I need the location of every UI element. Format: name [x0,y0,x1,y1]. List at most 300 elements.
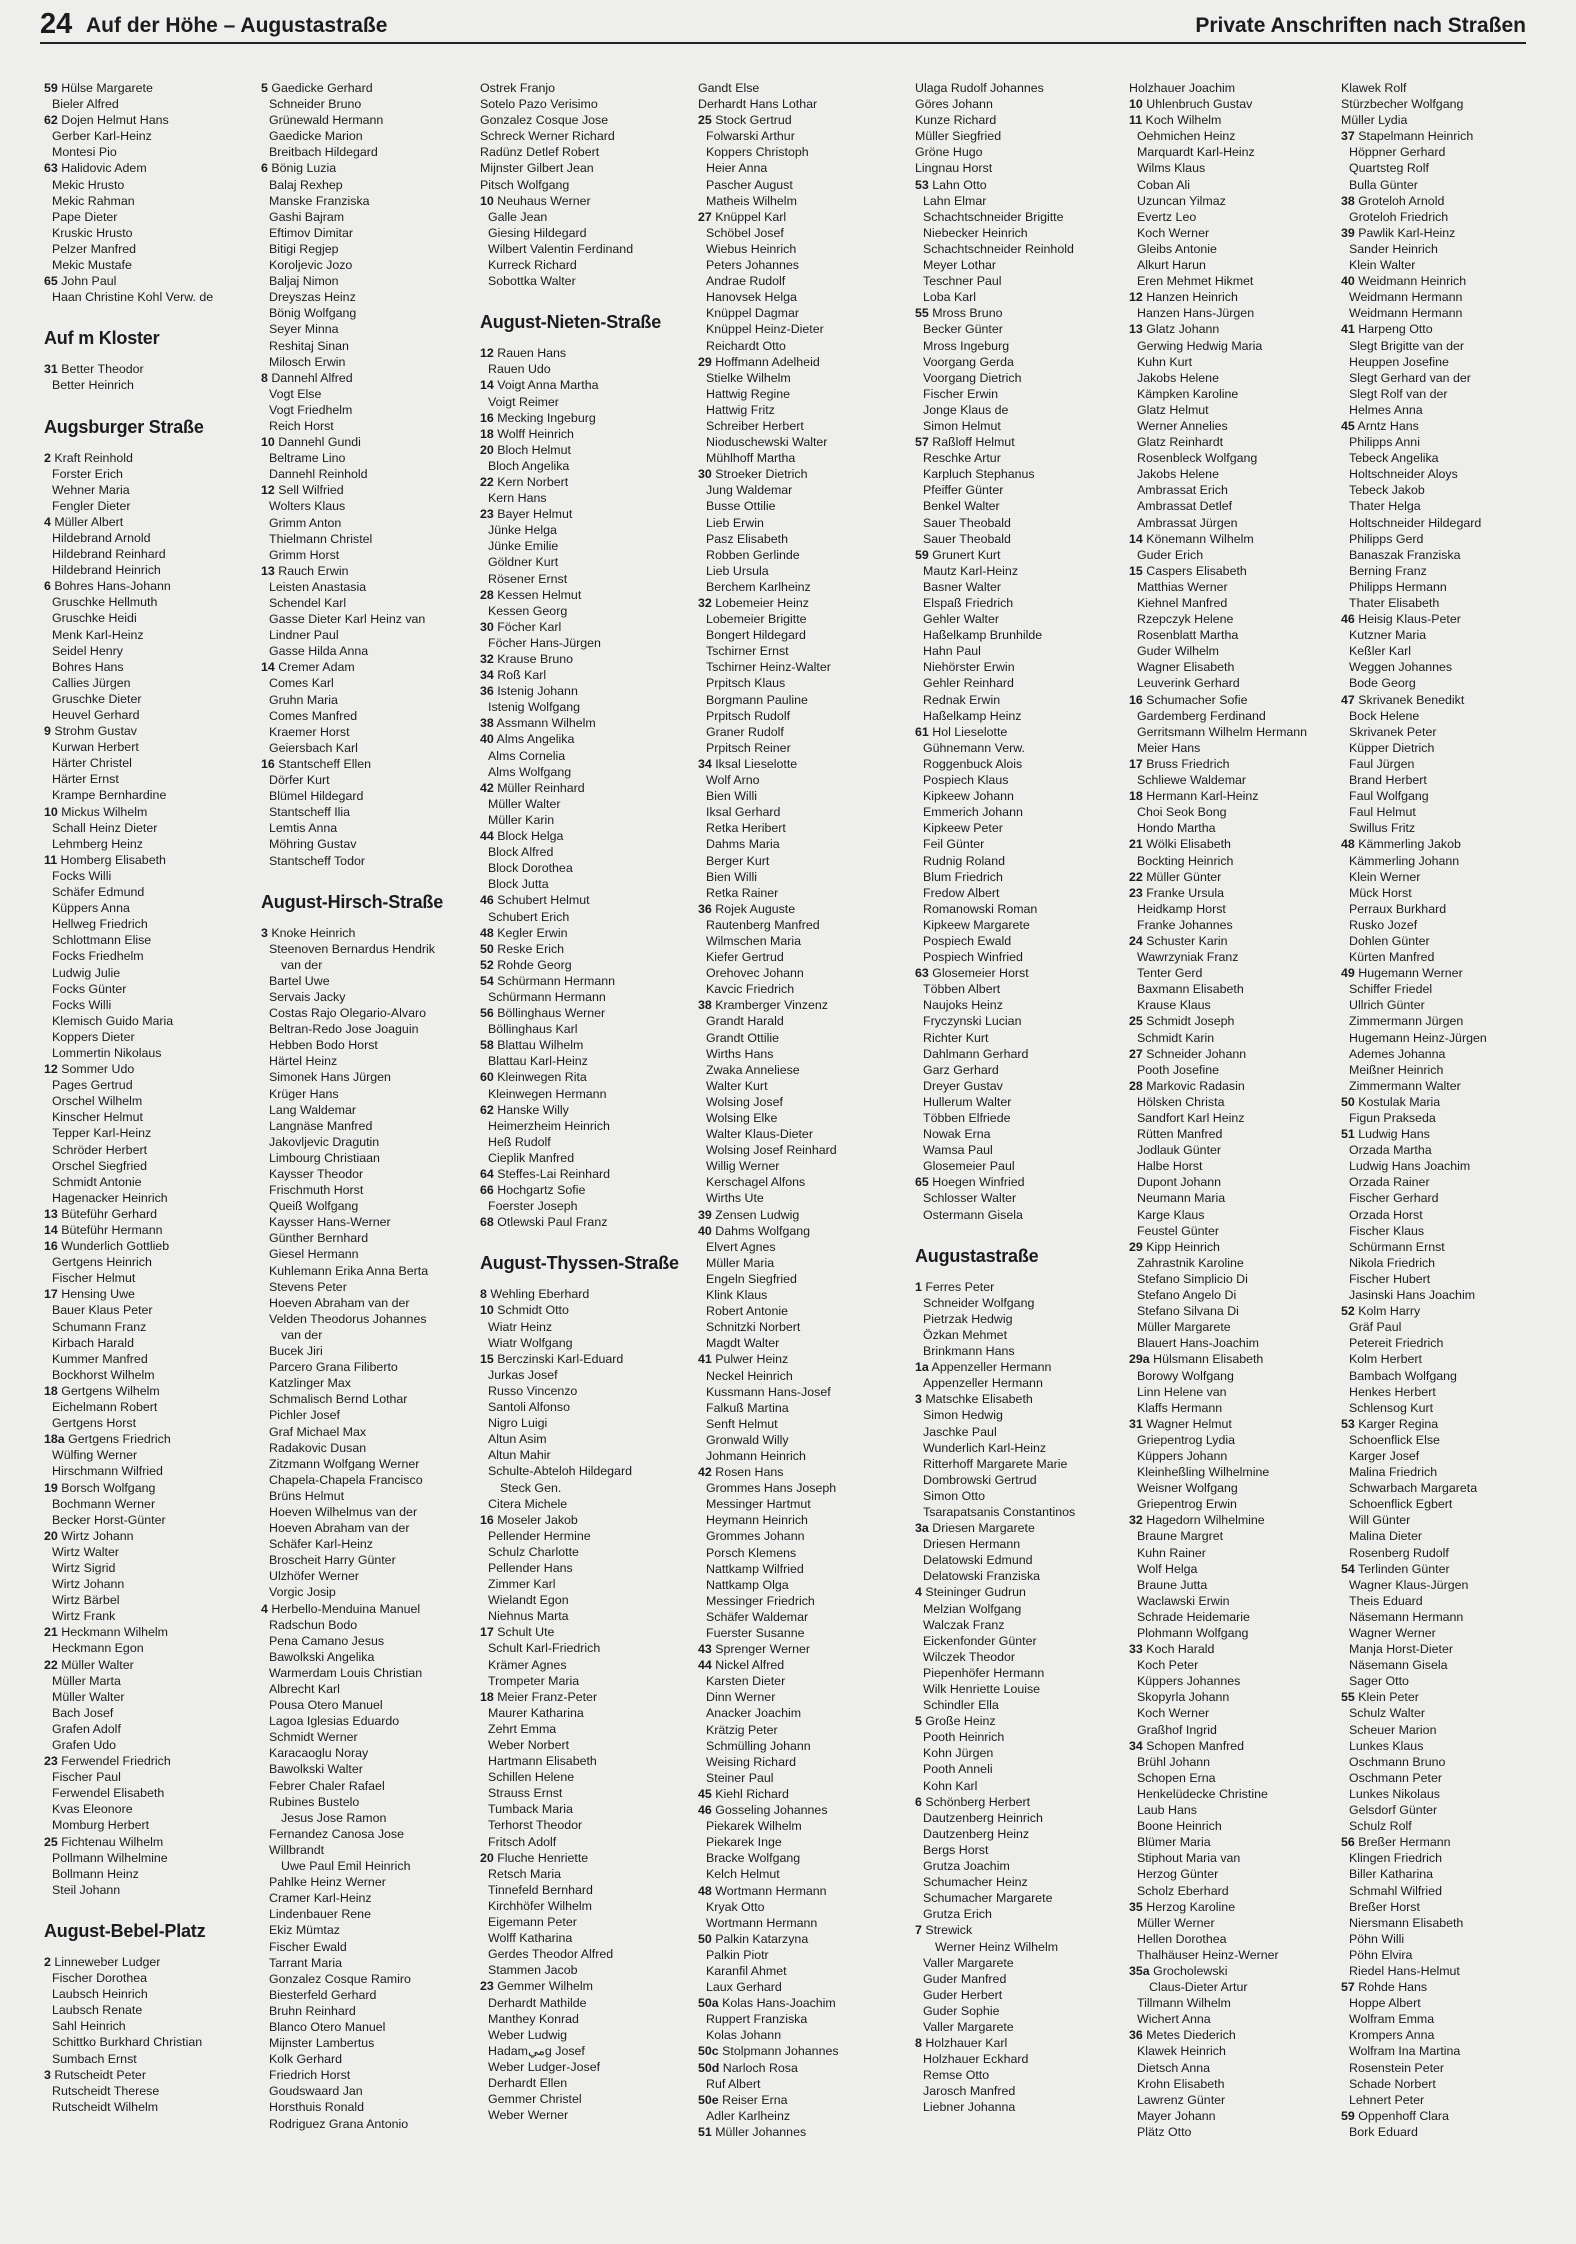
resident-name: Thalhäuser Heinz-Werner [1137,1947,1279,1962]
house-number: 13 [1129,322,1143,337]
resident-name: Iksal Gerhard [706,805,781,820]
resident-name: Beltran-Redo Jose Joaguin [269,1022,419,1037]
resident-name: Tebeck Jakob [1349,483,1425,498]
resident-name: Kern Hans [488,491,547,506]
resident-name: Hebben Bodo Horst [269,1038,378,1053]
resident-name: Rösener Ernst [488,571,568,586]
resident-name: Kuhlemann Erika Anna Berta [269,1263,429,1278]
resident-name: Bock Helene [1349,708,1420,723]
house-entry [480,1182,692,1198]
house-number: 13 [44,1206,58,1221]
house-entry [915,965,1127,981]
resident-name: Schoenflick Egbert [1349,1497,1453,1512]
resident-name: Stefano Angelo Di [1137,1288,1237,1303]
house-number: 15 [1129,563,1143,578]
resident-name: Kinscher Helmut [52,1110,143,1125]
resident-name: Schröder Herbert [52,1142,148,1157]
resident-name: Focks Günter [52,981,127,996]
resident-name: Block Helga [493,829,564,844]
house-number: 16 [480,1512,494,1527]
resident-name: Meißner Heinrich [1349,1062,1444,1077]
house-number: 1 [915,1279,922,1294]
house-number: 52 [1341,1304,1355,1319]
resident-name: Rauen Hans [493,346,567,361]
house-number: 6 [915,1794,922,1809]
resident-name: Philipps Anni [1349,435,1420,450]
resident-name: Valler Margarete [923,2019,1014,2034]
house-number: 7 [915,1923,922,1938]
house-entry [480,474,692,490]
resident-name: Hanske Willy [493,1102,569,1117]
resident-name: Näsemann Gisela [1349,1658,1448,1673]
resident-name: Momburg Herbert [52,1818,150,1833]
resident-name: Stock Gertrud [711,113,792,128]
house-number: 13 [261,563,275,578]
street-heading: August-Thyssen-Straße [480,1253,679,1274]
resident-name: Brühl Johann [1137,1754,1211,1769]
resident-name: Keßler Karl [1349,644,1411,659]
house-entry [44,112,256,128]
house-entry [44,1834,256,1850]
resident-name: Plohmann Wolfgang [1137,1626,1249,1640]
house-number: 38 [1341,193,1355,208]
resident-name: Elspaß Friedrich [923,596,1014,610]
resident-name: Mecking Ingeburg [493,410,596,425]
resident-name: Gertgens Friedrich [64,1432,171,1447]
resident-name: Gardemberg Ferdinand [1137,708,1266,723]
resident-name: Ruppert Franziska [706,2012,808,2027]
house-entry [1341,1303,1553,1319]
resident-name: Koch Harald [1142,1642,1215,1657]
resident-name: Radschun Bodo [269,1617,358,1632]
resident-name: Strewick [921,1923,973,1938]
resident-name: Krause Klaus [1137,998,1211,1013]
resident-name: Wolfram Emma [1349,2012,1435,2027]
resident-name: Borowy Wolfgang [1137,1368,1234,1383]
resident-name: Bönig Wolfgang [269,306,357,321]
resident-name: Ludwig Hans Joachim [1349,1159,1471,1174]
resident-name: Jakovljevic Dragutin [269,1134,380,1149]
resident-name: Melzian Wolfgang [923,1601,1022,1616]
resident-name: Henkes Herbert [1349,1384,1436,1399]
house-entry [1341,836,1553,852]
resident-name: Laubsch Renate [52,2003,143,2018]
house-entry [698,1351,910,1367]
resident-name: Wilmschen Maria [706,933,802,948]
house-entry [1341,225,1553,241]
resident-name: Gaedicke Gerhard [267,81,373,95]
resident-name: Mekic Hrusto [52,177,125,192]
resident-name: Wirths Ute [706,1191,764,1206]
resident-name: Pöhn Elvira [1349,1947,1413,1962]
house-number: 48 [480,925,494,940]
resident-name: Forster Erich [52,466,123,481]
house-entry [915,724,1127,740]
house-number: 21 [44,1625,58,1640]
resident-name: Heier Anna [706,161,768,176]
resident-name: Bulla Günter [1349,177,1418,192]
resident-name: Schmidt Antonie [52,1174,142,1189]
resident-name: Klawek Heinrich [1137,2044,1226,2059]
page-title: Auf der Höhe – Augustastraße [86,14,388,37]
resident-name: Assmann Wilhelm [493,716,596,731]
house-number: 34 [698,756,712,771]
house-entry [1341,128,1553,144]
resident-name: Stürzbecher Wolfgang [1341,97,1464,112]
resident-name: Schmalisch Bernd Lothar [269,1392,408,1407]
resident-name: Faul Jürgen [1349,756,1415,771]
resident-name: Baxmann Elisabeth [1137,982,1244,997]
resident-name: Schöbel Josef [706,225,784,240]
house-number: 59 [915,547,929,562]
resident-name: Gonzalez Cosque Ramiro [269,1971,411,1986]
house-entry [480,1102,692,1118]
resident-name: Gruhn Maria [269,692,338,707]
resident-name: Giesel Hermann [269,1247,359,1262]
resident-name: Brinkmann Hans [923,1344,1015,1359]
resident-name: Reichardt Otto [706,338,786,353]
resident-name: Karanfil Ahmet [706,1963,787,1978]
house-entry [44,852,256,868]
resident-name: Wichert Anna [1137,2012,1211,2027]
resident-name: Hugemann Heinz-Jürgen [1349,1030,1487,1045]
house-entry [1129,1416,1341,1432]
resident-name: Marquardt Karl-Heinz [1137,145,1255,160]
resident-name: Pousa Otero Manuel [269,1698,383,1713]
resident-name: John Paul [57,274,117,289]
resident-name: Knüppel Dagmar [706,306,799,321]
resident-name: Bongert Hildegard [706,628,806,643]
resident-name: Kürten Manfred [1349,950,1435,965]
resident-name: Schachtschneider Reinhold [923,241,1074,256]
house-entry [480,1214,692,1230]
resident-name: Pena Camano Jesus [269,1633,385,1648]
house-number: 32 [1129,1513,1143,1528]
house-entry [44,361,256,377]
resident-name: Föcher Hans-Jürgen [488,635,601,650]
resident-name: Bien Willi [706,789,757,804]
resident-name: Theis Eduard [1349,1593,1423,1608]
resident-name: Terhorst Theodor [488,1818,583,1833]
house-number: 10 [480,1303,494,1318]
resident-name: Orschel Wilhelm [52,1094,143,1109]
house-number: 53 [1341,1416,1355,1431]
resident-name: Garz Gerhard [923,1062,999,1077]
house-number: 10 [480,193,494,208]
house-number: 50d [698,2060,720,2075]
house-entry [480,1005,692,1021]
resident-name: Simon Otto [923,1488,985,1503]
resident-name: Pospiech Winfried [923,950,1023,965]
resident-name: Laux Gerhard [706,1980,782,1995]
resident-name: Koch Werner [1137,225,1210,240]
house-entry [915,1359,1127,1375]
resident-name: Rohde Georg [493,957,572,972]
resident-name: van der [281,957,323,972]
resident-name: Schürmann Ernst [1349,1239,1445,1254]
resident-name: Rednak Erwin [923,692,1001,707]
resident-name: Schmidt Werner [269,1730,358,1745]
resident-name: Schittko Burkhard Christian [52,2035,203,2050]
resident-name: Tschirner Ernst [706,644,789,659]
resident-name: Hensing Uwe [57,1287,135,1302]
resident-name: Friedrich Horst [269,2068,351,2083]
house-entry [480,715,692,731]
resident-name: Wilms Klaus [1137,161,1206,176]
resident-name: Reich Horst [269,418,334,433]
resident-name: Gruschke Heidi [52,611,137,626]
resident-name: Oschmann Bruno [1349,1754,1446,1769]
resident-name: Gertgens Horst [52,1416,137,1431]
resident-name: Hellweg Friedrich [52,917,148,932]
resident-name: Rauen Udo [488,362,551,377]
resident-name: Derhardt Mathilde [488,1995,587,2010]
resident-name: Fischer Erwin [923,386,999,401]
house-entry [44,80,256,96]
resident-name: Mross Bruno [928,306,1003,321]
house-entry [915,1713,1127,1729]
resident-name: Kirbach Harald [52,1335,134,1350]
house-entry [1341,321,1553,337]
resident-name: Wolsing Josef Reinhard [706,1143,837,1158]
resident-name: Orzada Martha [1349,1143,1432,1158]
resident-name: Schneider Johann [1142,1046,1247,1061]
resident-name: Grimm Horst [269,547,340,562]
resident-name: Wortmann Hermann [706,1915,818,1930]
resident-name: Bayer Helmut [493,507,573,522]
house-entry [1129,1963,1341,1979]
resident-name: Wölki Elisabeth [1142,837,1231,852]
resident-name: Henkelüdecke Christine [1137,1786,1268,1801]
resident-name: Hoppe Albert [1349,1996,1421,2011]
resident-name: Choi Seok Bong [1137,805,1227,820]
house-number: 59 [1341,2108,1355,2123]
resident-name: Härtel Heinz [269,1054,338,1069]
resident-name: Biller Katharina [1349,1867,1434,1882]
resident-name: Focks Friedhelm [52,949,144,964]
resident-name: Kerschagel Alfons [706,1175,806,1190]
resident-name: Bruss Friedrich [1142,756,1230,771]
resident-name: Heß Rudolf [488,1134,551,1149]
resident-name: Waclawski Erwin [1137,1593,1230,1608]
resident-name: Mekic Rahman [52,193,135,208]
resident-name: Groteloh Friedrich [1349,209,1449,224]
resident-name: Gruschke Dieter [52,691,142,706]
house-entry [44,1657,256,1673]
resident-name: Niebecker Heinrich [923,225,1028,240]
resident-name: Berger Kurt [706,853,770,868]
house-entry [1129,1078,1341,1094]
resident-name: Robben Gerlinde [706,547,800,562]
house-number: 59 [44,81,58,95]
resident-name: Frischmuth Horst [269,1183,364,1198]
resident-name: Krampe Bernhardine [52,788,167,803]
house-entry [698,2060,910,2076]
directory-column [1129,80,1341,2230]
house-number: 18 [1129,789,1143,804]
resident-name: Zwaka Anneliese [706,1062,800,1077]
resident-name: Matthias Werner [1137,579,1228,594]
resident-name: Sobottka Walter [488,274,576,289]
resident-name: Kostulak Maria [1354,1094,1441,1109]
house-number: 16 [44,1239,58,1254]
resident-name: Dreyer Gustav [923,1078,1003,1093]
house-entry [1341,1834,1553,1850]
resident-name: Schubert Erich [488,909,570,924]
resident-name: Moseler Jakob [493,1512,578,1527]
house-entry [44,1222,256,1238]
house-number: 24 [1129,933,1143,948]
resident-name: Rauch Erwin [274,563,349,578]
house-number: 29a [1129,1352,1150,1367]
resident-name: Bloch Helmut [493,442,571,457]
resident-name: Mijnster Gilbert Jean [480,161,594,176]
resident-name: Lobemeier Brigitte [706,612,807,627]
house-entry [1129,1046,1341,1062]
resident-name: Gerritsmann Wilhelm Hermann [1137,724,1308,739]
resident-name: Haßelkamp Heinz [923,708,1022,723]
house-entry [480,1286,692,1302]
resident-name: Pahlke Heinz Werner [269,1875,386,1890]
resident-name: Wagner Elisabeth [1137,660,1235,675]
resident-name: Lehnert Peter [1349,2092,1425,2107]
house-number: 48 [1341,837,1355,852]
resident-name: Eren Mehmet Hikmet [1137,274,1254,289]
resident-name: Pitsch Wolfgang [480,177,570,192]
house-entry [915,305,1127,321]
house-number: 10 [44,804,58,819]
resident-name: Tenter Gerd [1137,966,1203,981]
resident-name: Fischer Klaus [1349,1223,1425,1238]
resident-name: Braune Margret [1137,1529,1224,1544]
house-number: 63 [915,966,929,981]
resident-name: Holzhauer Karl [921,2036,1008,2051]
resident-name: Fischer Helmut [52,1271,136,1286]
resident-name: Wagner Werner [1349,1626,1436,1640]
resident-name: Harpeng Otto [1354,322,1433,337]
resident-name: Wirtz Walter [52,1544,119,1559]
resident-name: Dojen Helmut Hans [57,113,169,128]
resident-name: Narloch Rosa [719,2060,798,2075]
house-entry [1341,2108,1553,2124]
resident-name: Lahn Otto [928,177,987,192]
resident-name: Heuvel Gerhard [52,708,140,722]
resident-name: Pawlik Karl-Heinz [1354,225,1456,240]
house-entry [44,1238,256,1254]
resident-name: Kuhn Rainer [1137,1545,1206,1560]
resident-name: Walter Klaus-Dieter [706,1127,813,1142]
resident-name: Schulz Rolf [1349,1819,1412,1834]
resident-name: Gräf Paul [1349,1320,1402,1335]
house-entry [1341,1979,1553,1995]
house-entry [915,1279,1127,1295]
resident-name: Blattau Karl-Heinz [488,1054,588,1069]
resident-name: Kiehnel Manfred [1137,596,1228,610]
resident-name: Heidkamp Horst [1137,901,1226,916]
resident-name: Altun Asim [488,1432,547,1447]
house-number: 23 [480,507,494,522]
resident-name: Glatz Reinhardt [1137,435,1224,450]
house-number: 64 [480,1167,494,1181]
resident-name: Wamsa Paul [923,1143,993,1158]
house-number: 28 [480,587,494,602]
house-number: 63 [44,161,58,176]
resident-name: Guder Manfred [923,1971,1007,1986]
resident-name: Kraemer Horst [269,724,350,739]
house-number: 51 [698,2124,712,2139]
resident-name: Mijnster Lambertus [269,2036,375,2051]
resident-name: Becker Günter [923,322,1003,337]
resident-name: Breitbach Hildegard [269,145,378,160]
resident-name: Pospiech Klaus [923,773,1009,788]
house-entry [1129,563,1341,579]
house-number: 30 [480,619,494,634]
resident-name: Schönberg Herbert [921,1794,1031,1809]
resident-name: Grunert Kurt [928,547,1001,562]
resident-name: Blümer Maria [1137,1835,1211,1850]
resident-name: Vorgic Josip [269,1585,336,1600]
house-number: 12 [261,483,275,498]
resident-name: Slegt Brigitte van der [1349,338,1465,353]
resident-name: Hondo Martha [1137,821,1216,836]
resident-name: Wirtz Johann [57,1528,134,1543]
resident-name: Kämpken Karoline [1137,386,1239,401]
resident-name: Matheis Wilhelm [706,193,797,208]
house-number: 56 [1341,1835,1355,1850]
house-entry [480,506,692,522]
resident-name: Hartmann Elisabeth [488,1754,597,1769]
house-number: 52 [480,957,494,972]
resident-name: Kipp Heinrich [1142,1239,1220,1254]
house-entry [698,466,910,482]
resident-name: Katzlinger Max [269,1376,351,1391]
resident-name: Sprenger Werner [711,1642,811,1657]
resident-name: Hanovsek Helga [706,290,797,305]
house-number: 17 [44,1287,58,1302]
resident-name: Appenzeller Hermann [928,1360,1052,1375]
resident-name: Falkuß Martina [706,1400,789,1415]
resident-name: Istenig Wolfgang [488,700,581,715]
resident-name: Voorgang Gerda [923,354,1014,369]
resident-name: Dohlen Günter [1349,933,1430,948]
house-number: 18 [480,1689,494,1704]
resident-name: Tebeck Angelika [1349,451,1439,466]
resident-name: Faul Helmut [1349,805,1416,820]
house-entry [44,1383,256,1399]
resident-name: Hoffmann Adelheid [711,354,820,369]
house-number: 2 [44,1954,51,1969]
street-heading: August-Hirsch-Straße [261,891,444,912]
resident-name: Grimm Anton [269,515,342,530]
house-entry [480,1166,692,1182]
resident-name: Palkin Katarzyna [711,1931,809,1946]
resident-name: Pellender Hans [488,1560,573,1575]
resident-name: Menk Karl-Heinz [52,627,144,642]
resident-name: Steenoven Bernardus Hendrik [269,941,435,956]
resident-name: Schachtschneider Brigitte [923,209,1064,224]
resident-name: Ekiz Mümtaz [269,1923,340,1938]
resident-name: Kaysser Theodor [269,1167,364,1181]
resident-name: Schillen Helene [488,1770,575,1785]
resident-name: Werner Heinz Wilhelm [935,1939,1059,1954]
house-entry [1129,933,1341,949]
resident-name: Hol Lieselotte [928,724,1008,739]
resident-name: Rütten Manfred [1137,1127,1223,1142]
resident-name: Piekarek Wilhelm [706,1819,802,1834]
house-number: 29 [1129,1239,1143,1254]
house-number: 54 [480,973,494,988]
house-entry [44,1954,256,1970]
